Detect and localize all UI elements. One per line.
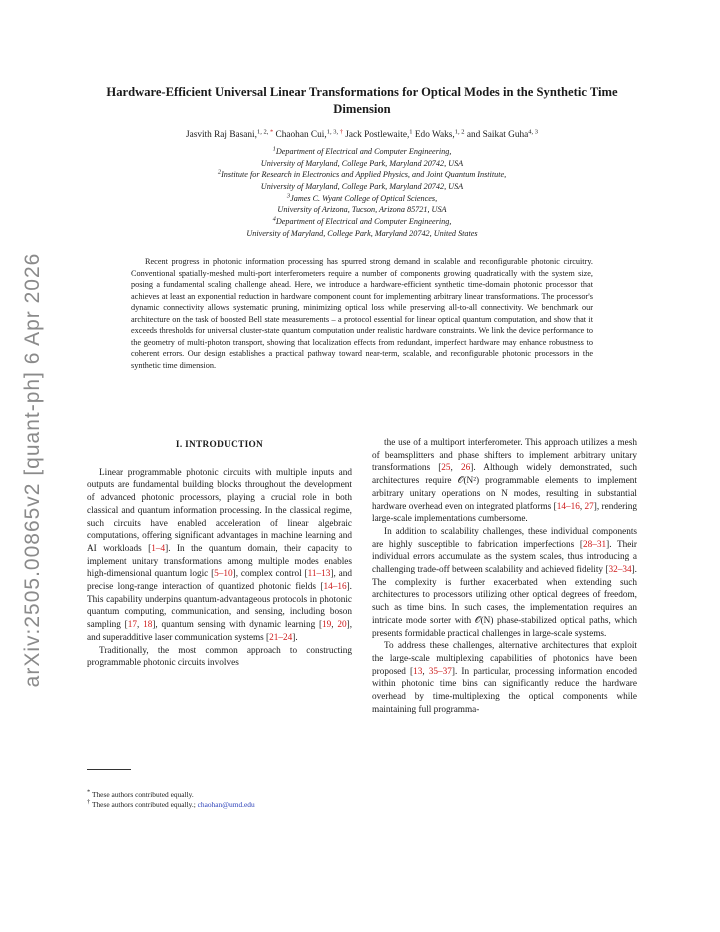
- author: [345, 130, 412, 140]
- affiliation-text: Institute for Research in Electronics and Applied Physics, and Joint Quantum Institute,: [221, 170, 507, 180]
- author-note-mark: †: [339, 128, 343, 136]
- left-column: [87, 437, 352, 670]
- author: [276, 130, 343, 140]
- author-affil-marker: 1, 2, *: [256, 128, 274, 136]
- author-affil-marker: 4, 3: [528, 128, 539, 136]
- citation-link[interactable]: 20: [337, 620, 347, 631]
- author: [467, 130, 538, 140]
- affiliation-line: [87, 146, 637, 158]
- right-column: [372, 437, 637, 716]
- right-body: [372, 437, 637, 716]
- affiliation-line: [87, 193, 637, 205]
- left-body: [87, 467, 352, 670]
- body-paragraph: Traditionally, the most common approach to constructing programmable photonic circuits involves: [87, 645, 352, 669]
- footnote-text: These authors contributed equally.: [90, 790, 194, 799]
- author-name: Chaohan Cui,: [275, 130, 327, 140]
- citation-link[interactable]: 32–34: [608, 565, 632, 576]
- body-paragraph: the use of a multiport interferometer. This approach utilizes a mesh of beamsplitters and phase shifters to implement arbitrary unitary transformations [25, 26]. Although widely demonstrated, such architectures require 𝒪(N²) programmable elements to implement arbitrary unitary operations on N modes, resulting in substantial hardware overhead even on integrated platforms [14–16, 27], rendering large-scale implementations cumbersome.: [372, 438, 637, 525]
- citation-link[interactable]: 28–31: [582, 539, 607, 550]
- footnotes: [87, 790, 352, 810]
- author-name: and Saikat Guha: [466, 130, 529, 140]
- affiliation-text: Department of Electrical and Computer Engineering,: [275, 216, 452, 226]
- affiliation-marker: 4: [272, 215, 276, 223]
- abstract: Recent progress in photonic information processing has spurred strong demand in scalable and reconfigurable photonic circuitry. Conventional spatially-meshed multi-port interferometers require a number of components growing quadratically with the system size, posing a fundamental scaling challenge ahead. Here, we introduce a hardware-efficient synthetic time-domain photonic processor that achieves at least an exponential reduction in hardware component count for implementing arbitrary linear transformations. The processor's dynamic connectivity allows systematic pruning, minimizing optical loss while preserving all-to-all connectivity. We benchmark our architecture on the task of boosted Bell state measurements – a protocol essential for linear optical quantum computation, and show that it exceeds thresholds for universal cluster-state quantum computation under realistic hardware constraints. We link the device performance to the geometry of multi-photon transport, showing that localization effects from redundant, imperfect hardware may enhance robustness to coherent errors. Our design establishes a practical pathway toward near-term, scalable, and reconfigurable photonic processors in the synthetic time dimension.: [131, 257, 593, 370]
- footnote-mark: *: [87, 788, 91, 796]
- author-list: [87, 129, 637, 141]
- body-paragraph: To address these challenges, alternative architectures that exploit the large-scale multiplexing capabilities of photonics have been proposed [13, 35–37]. In particular, processing information encoded within photonic time bins can significantly reduce the hardware overhead by time-multiplexing the optical components while maintaining full programma-: [372, 641, 638, 715]
- author: [415, 130, 465, 140]
- affiliation-line: [87, 204, 637, 216]
- body-paragraph: Linear programmable photonic circuits with multiple inputs and outputs are fundamental building blocks throughout the development of advanced photonic processors, playing a crucial role in both classical and quantum information processing. In the classical regime, such circuits have enabled acceleration of linear algebraic computations, offering significant advantages in machine learning and AI workloads [1–4]. In the quantum domain, their capacity to implement unitary transformations among multiple modes enables high-dimensional quantum logic [5–10], complex control [11–13], and precise long-range interaction of quantized photonic fields [14–16]. This capability underpins quantum-advantageous protocols in photonic quantum computing, communication, and sensing, including boson sampling [17, 18], quantum sensing with dynamic learning [19, 20], and superadditive laser communication systems [21–24].: [87, 467, 353, 643]
- affiliation-text: University of Arizona, Tucson, Arizona 85721, USA: [277, 205, 447, 215]
- citation-link[interactable]: 27: [584, 501, 594, 512]
- footnote-text: These authors contributed equally.;: [90, 799, 198, 809]
- citation-link[interactable]: 11–13: [307, 569, 331, 580]
- citation-link[interactable]: 26: [461, 463, 471, 474]
- section-heading: I. INTRODUCTION: [175, 440, 264, 450]
- body-paragraph: In addition to scalability challenges, these individual components are highly susceptible to fabrication imperfections [28–31]. Their individual errors accumulate as the system scales, thus introducing a challenging trade-off between scalability and achieved fidelity [32–34]. The complexity is further exacerbated when extending such architectures to processors utilizing other optical degrees of freedom, such as time bins. In such cases, the implementation requires an intricate mode sorter with 𝒪(N) phase-stabilized optical paths, which presents formidable practical challenges in large-scale systems.: [372, 526, 637, 639]
- citation-link[interactable]: 14–16: [556, 501, 580, 512]
- arxiv-sidebar: [10, 250, 56, 690]
- affiliation-marker: 2: [217, 168, 222, 176]
- arxiv-identifier: arXiv:2505.00865v2 [quant-ph] 6 Apr 2026: [21, 252, 44, 688]
- citation-link[interactable]: 14–16: [323, 582, 347, 593]
- affiliation-line: [87, 181, 637, 193]
- footnote: [87, 790, 352, 800]
- author-name: Edo Waks,: [414, 130, 455, 140]
- author-affil-marker: 1, 2: [454, 128, 465, 136]
- affiliation-marker: 1: [272, 145, 276, 153]
- author-affil-marker: 1, 3, †: [326, 128, 343, 136]
- email-link[interactable]: chaohan@umd.edu: [197, 799, 255, 809]
- affiliation-text: University of Maryland, College Park, Maryland 20742, USA: [260, 158, 464, 168]
- footnote: [87, 800, 352, 810]
- citation-link[interactable]: 18: [143, 620, 153, 631]
- affiliation-line: [87, 169, 637, 181]
- citation-link[interactable]: 17: [127, 620, 137, 631]
- citation-link[interactable]: 19: [322, 620, 332, 631]
- author: [186, 130, 273, 140]
- citation-link[interactable]: 13: [413, 666, 423, 677]
- author-name: Jasvith Raj Basani,: [185, 130, 257, 140]
- affiliation-marker: 3: [286, 192, 291, 200]
- citation-link[interactable]: 5–10: [214, 569, 233, 580]
- affiliation-text: James C. Wyant College of Optical Sciences,: [290, 193, 438, 203]
- footnote-rule: [87, 769, 131, 770]
- author-name: Jack Postlewaite,: [345, 130, 410, 140]
- author-note-mark: *: [269, 128, 274, 136]
- citation-link[interactable]: 25: [441, 463, 451, 474]
- author-affil-marker: 1: [409, 128, 413, 136]
- affiliation-text: Department of Electrical and Computer Engineering,: [275, 147, 452, 156]
- affiliation-text: University of Maryland, College Park, Maryland 20742, USA: [260, 181, 464, 191]
- affiliation-text: University of Maryland, College Park, Maryland 20742, United States: [246, 228, 478, 238]
- citation-link[interactable]: 1–4: [151, 543, 166, 554]
- affiliation-line: [87, 228, 637, 240]
- citation-link[interactable]: 35–37: [428, 666, 452, 677]
- affiliation-list: [87, 146, 637, 239]
- affiliation-line: [87, 216, 637, 228]
- footnote-mark: †: [87, 798, 91, 806]
- citation-link[interactable]: 21–24: [269, 632, 293, 643]
- affiliation-line: [87, 158, 637, 170]
- paper-title: Hardware-Efficient Universal Linear Transformations for Optical Modes in the Synthetic Time Dimension: [106, 85, 618, 116]
